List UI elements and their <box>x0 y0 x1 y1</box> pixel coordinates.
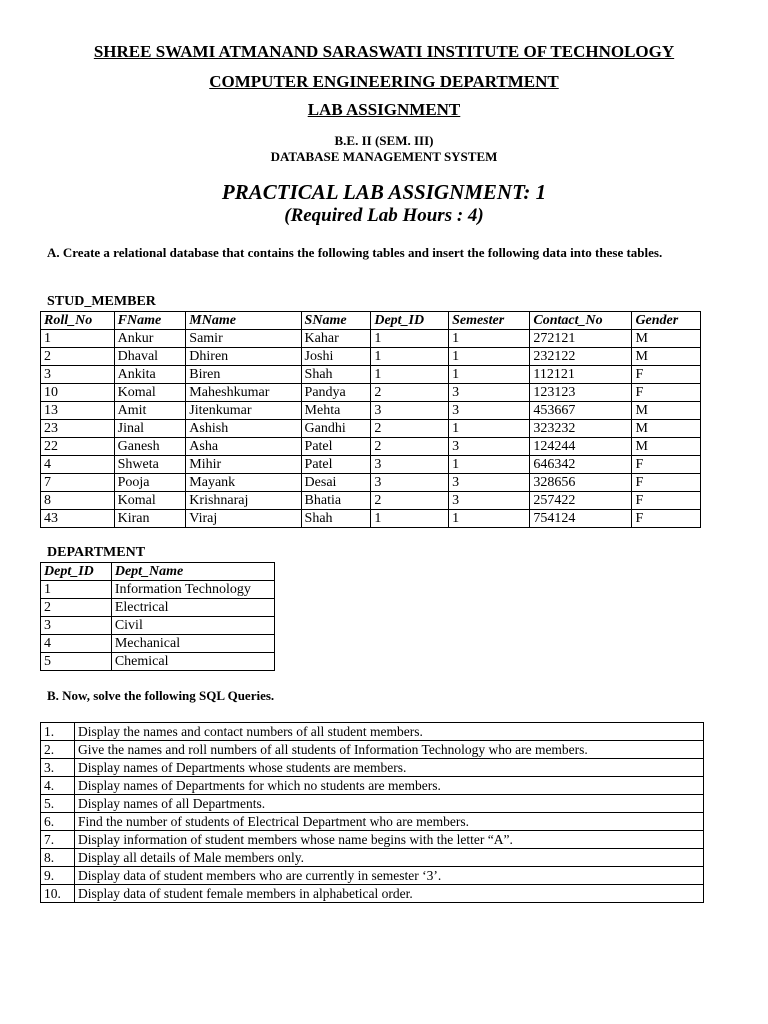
column-header: Roll_No <box>41 312 115 330</box>
table-cell: 1 <box>371 348 449 366</box>
table-cell: Patel <box>301 456 371 474</box>
table-cell: 1 <box>41 581 112 599</box>
column-header: Dept_Name <box>111 563 274 581</box>
table-cell: 3 <box>449 438 530 456</box>
table-cell: Ankita <box>114 366 186 384</box>
table-row <box>41 366 701 384</box>
table-cell: 10 <box>41 384 115 402</box>
query-row <box>41 885 704 903</box>
table-cell: M <box>632 402 701 420</box>
table-cell: 5 <box>41 653 112 671</box>
table-cell: Shah <box>301 366 371 384</box>
table-cell: Ashish <box>186 420 301 438</box>
table-cell: Shah <box>301 510 371 528</box>
query-number: 9. <box>41 867 75 885</box>
table-row <box>41 635 275 653</box>
query-text: Display data of student members who are currently in semester ‘3’. <box>75 867 704 885</box>
table-row <box>41 474 701 492</box>
queries-table <box>40 722 704 903</box>
table-header-row <box>41 563 275 581</box>
table-cell: F <box>632 474 701 492</box>
table-cell: 1 <box>449 510 530 528</box>
table-cell: 3 <box>371 456 449 474</box>
table-cell: 3 <box>41 617 112 635</box>
table-cell: 3 <box>41 366 115 384</box>
table-cell: 257422 <box>530 492 632 510</box>
table-cell: Pandya <box>301 384 371 402</box>
table-cell: M <box>632 330 701 348</box>
column-header: FName <box>114 312 186 330</box>
table-row <box>41 330 701 348</box>
table-cell: 4 <box>41 635 112 653</box>
table-cell: Ganesh <box>114 438 186 456</box>
table-cell: 1 <box>449 456 530 474</box>
table-row <box>41 581 275 599</box>
query-row <box>41 795 704 813</box>
table-cell: Mehta <box>301 402 371 420</box>
column-header: Semester <box>449 312 530 330</box>
column-header: Contact_No <box>530 312 632 330</box>
table-cell: 8 <box>41 492 115 510</box>
query-row <box>41 777 704 795</box>
table-cell: F <box>632 384 701 402</box>
table-cell: Mayank <box>186 474 301 492</box>
stud-member-table <box>40 311 701 528</box>
query-row <box>41 813 704 831</box>
query-text: Display all details of Male members only. <box>75 849 704 867</box>
table-cell: 3 <box>449 402 530 420</box>
query-row <box>41 723 704 741</box>
table-row <box>41 599 275 617</box>
query-number: 3. <box>41 759 75 777</box>
column-header: Dept_ID <box>41 563 112 581</box>
query-text: Display names of Departments for which no students are members. <box>75 777 704 795</box>
query-text: Give the names and roll numbers of all students of Information Technology who are members. <box>75 741 704 759</box>
table-cell: Joshi <box>301 348 371 366</box>
table-cell: Komal <box>114 384 186 402</box>
table-row <box>41 653 275 671</box>
table-cell: Komal <box>114 492 186 510</box>
table-cell: Dhiren <box>186 348 301 366</box>
table-cell: M <box>632 420 701 438</box>
department-heading: COMPUTER ENGINEERING DEPARTMENT <box>209 72 559 91</box>
table-cell: 328656 <box>530 474 632 492</box>
query-text: Display the names and contact numbers of all student members. <box>75 723 704 741</box>
query-text: Display data of student female members in alphabetical order. <box>75 885 704 903</box>
table-cell: 1 <box>449 348 530 366</box>
table-cell: Desai <box>301 474 371 492</box>
table-cell: 2 <box>371 420 449 438</box>
table-cell: Asha <box>186 438 301 456</box>
table-cell: Mechanical <box>111 635 274 653</box>
section-a-instruction: A. Create a relational database that contains the following tables and insert the following data into these tables. <box>47 245 663 260</box>
table-cell: 123123 <box>530 384 632 402</box>
query-number: 1. <box>41 723 75 741</box>
department-caption: DEPARTMENT <box>47 545 146 560</box>
table-cell: 1 <box>371 366 449 384</box>
institute-heading: SHREE SWAMI ATMANAND SARASWATI INSTITUTE OF TECHNOLOGY <box>93 42 675 61</box>
table-row <box>41 384 701 402</box>
query-number: 7. <box>41 831 75 849</box>
stud-member-caption: STUD_MEMBER <box>47 294 156 309</box>
table-cell: F <box>632 510 701 528</box>
table-cell: 7 <box>41 474 115 492</box>
table-cell: Gandhi <box>301 420 371 438</box>
table-cell: Electrical <box>111 599 274 617</box>
query-text: Display information of student members whose name begins with the letter “A”. <box>75 831 704 849</box>
table-cell: Krishnaraj <box>186 492 301 510</box>
table-cell: Civil <box>111 617 274 635</box>
table-cell: 3 <box>449 384 530 402</box>
table-row <box>41 420 701 438</box>
department-table <box>40 562 275 671</box>
table-cell: 3 <box>449 492 530 510</box>
table-cell: Shweta <box>114 456 186 474</box>
table-cell: 22 <box>41 438 115 456</box>
table-cell: Chemical <box>111 653 274 671</box>
table-cell: 2 <box>41 599 112 617</box>
table-row <box>41 456 701 474</box>
table-cell: 2 <box>41 348 115 366</box>
query-number: 6. <box>41 813 75 831</box>
table-row <box>41 348 701 366</box>
table-cell: 124244 <box>530 438 632 456</box>
table-cell: 1 <box>371 330 449 348</box>
query-text: Display names of Departments whose students are members. <box>75 759 704 777</box>
table-cell: Ankur <box>114 330 186 348</box>
table-cell: 3 <box>449 474 530 492</box>
column-header: Dept_ID <box>371 312 449 330</box>
table-cell: Bhatia <box>301 492 371 510</box>
table-cell: Jinal <box>114 420 186 438</box>
table-cell: 23 <box>41 420 115 438</box>
table-row <box>41 438 701 456</box>
query-number: 5. <box>41 795 75 813</box>
query-number: 4. <box>41 777 75 795</box>
query-row <box>41 741 704 759</box>
table-row <box>41 510 701 528</box>
table-cell: Kiran <box>114 510 186 528</box>
table-cell: 232122 <box>530 348 632 366</box>
table-cell: 43 <box>41 510 115 528</box>
table-row <box>41 492 701 510</box>
table-header-row <box>41 312 701 330</box>
table-cell: 1 <box>41 330 115 348</box>
table-row <box>41 402 701 420</box>
table-cell: 2 <box>371 384 449 402</box>
table-cell: M <box>632 438 701 456</box>
query-row <box>41 759 704 777</box>
query-row <box>41 849 704 867</box>
query-text: Display names of all Departments. <box>75 795 704 813</box>
query-number: 8. <box>41 849 75 867</box>
table-cell: 1 <box>449 330 530 348</box>
table-cell: 3 <box>371 474 449 492</box>
table-cell: 754124 <box>530 510 632 528</box>
table-cell: 112121 <box>530 366 632 384</box>
semester-line: B.E. II (SEM. III) <box>334 133 434 148</box>
column-header: MName <box>186 312 301 330</box>
table-cell: Biren <box>186 366 301 384</box>
table-cell: Information Technology <box>111 581 274 599</box>
table-row <box>41 617 275 635</box>
table-cell: Maheshkumar <box>186 384 301 402</box>
table-cell: 272121 <box>530 330 632 348</box>
table-cell: F <box>632 492 701 510</box>
table-cell: M <box>632 348 701 366</box>
table-cell: 323232 <box>530 420 632 438</box>
subject-line: DATABASE MANAGEMENT SYSTEM <box>270 149 498 164</box>
lab-heading: LAB ASSIGNMENT <box>307 100 461 119</box>
table-cell: 13 <box>41 402 115 420</box>
table-cell: 646342 <box>530 456 632 474</box>
table-cell: Viraj <box>186 510 301 528</box>
column-header: SName <box>301 312 371 330</box>
query-row <box>41 867 704 885</box>
table-cell: 3 <box>371 402 449 420</box>
table-cell: Pooja <box>114 474 186 492</box>
table-cell: 453667 <box>530 402 632 420</box>
table-cell: Amit <box>114 402 186 420</box>
table-cell: 1 <box>449 366 530 384</box>
query-row <box>41 831 704 849</box>
query-number: 2. <box>41 741 75 759</box>
table-cell: Dhaval <box>114 348 186 366</box>
table-cell: Patel <box>301 438 371 456</box>
table-cell: Jitenkumar <box>186 402 301 420</box>
table-cell: 1 <box>449 420 530 438</box>
practical-title: PRACTICAL LAB ASSIGNMENT: 1 <box>221 180 547 204</box>
section-b-instruction: B. Now, solve the following SQL Queries. <box>47 688 275 703</box>
lab-hours: (Required Lab Hours : 4) <box>284 205 484 226</box>
table-cell: F <box>632 366 701 384</box>
table-cell: 1 <box>371 510 449 528</box>
column-header: Gender <box>632 312 701 330</box>
table-cell: 2 <box>371 492 449 510</box>
table-cell: 4 <box>41 456 115 474</box>
table-cell: Mihir <box>186 456 301 474</box>
table-cell: F <box>632 456 701 474</box>
table-cell: Samir <box>186 330 301 348</box>
table-cell: Kahar <box>301 330 371 348</box>
query-text: Find the number of students of Electrical Department who are members. <box>75 813 704 831</box>
table-cell: 2 <box>371 438 449 456</box>
query-number: 10. <box>41 885 75 903</box>
